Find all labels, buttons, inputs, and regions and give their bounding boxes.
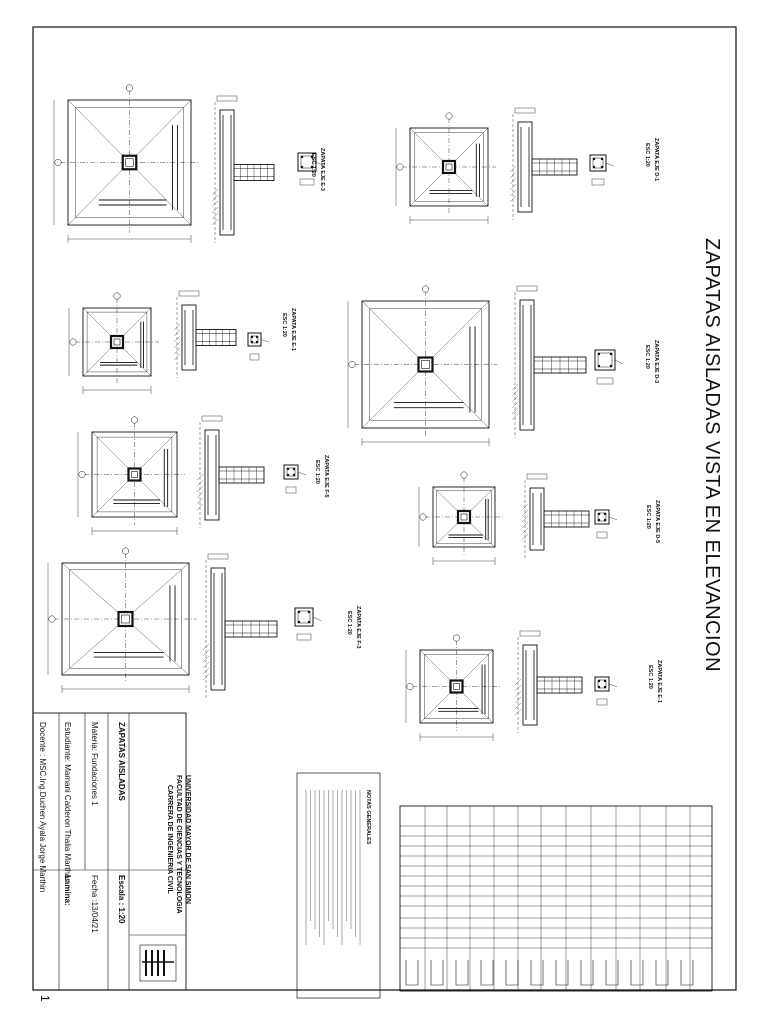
section-f5-hatch-3 bbox=[197, 486, 203, 492]
colsec-f5-outline bbox=[284, 465, 298, 479]
section-d5-hatch-0 bbox=[522, 534, 528, 540]
schedule-bar-shape-1 bbox=[431, 960, 443, 985]
colsec-d1-bar-3 bbox=[601, 166, 603, 168]
colsec-d1-label-box bbox=[592, 179, 604, 185]
section-f3-hatch-1 bbox=[203, 668, 209, 674]
tb-university: UNIVERSIDAD MAYOR DE SAN SIMON bbox=[184, 775, 191, 904]
section-f3-slab bbox=[211, 568, 225, 690]
tb-sheet-name: ZAPATAS AISLADAS bbox=[117, 722, 126, 801]
colsec-d1b-bar-0 bbox=[598, 680, 600, 682]
footing-caption-e1-lower: ZAPATA EJE E-1 bbox=[656, 660, 662, 703]
colsec-d1-leader bbox=[606, 163, 614, 166]
plan-e1-axis-bubble-top bbox=[114, 293, 120, 299]
colsec-f5-bar-2 bbox=[287, 474, 289, 476]
plan-e1-axis-bubble-left bbox=[70, 339, 76, 345]
colsec-f3-label-box bbox=[297, 634, 311, 640]
section-d5-dim-box bbox=[527, 474, 547, 479]
footing-scale-e1-lower: ESC 1:20 bbox=[647, 665, 653, 689]
plan-d1b-column bbox=[451, 681, 463, 693]
section-d1b-hatch-3 bbox=[515, 691, 521, 697]
colsec-d5-leader bbox=[609, 517, 617, 520]
colsec-d5-outline bbox=[595, 510, 609, 524]
colsec-e1-bar-2 bbox=[251, 341, 253, 343]
section-d1b-hatch-4 bbox=[515, 685, 521, 691]
footing-scale-d5: ESC 1:20 bbox=[645, 505, 651, 529]
title-block-frame bbox=[33, 713, 186, 990]
colsec-d5-bar-3 bbox=[604, 519, 606, 521]
footing-scale-f5: ESC 1:20 bbox=[314, 460, 320, 484]
plan-f3-axis-bubble-left bbox=[49, 616, 55, 622]
colsec-d3-leader bbox=[615, 360, 623, 364]
plan-d1b-axis-bubble-top bbox=[453, 635, 459, 641]
plan-e3-axis-bubble-top bbox=[126, 85, 132, 91]
tb-sheet-number: 1 bbox=[38, 995, 52, 1002]
plan-d3-axis-bubble-left bbox=[349, 361, 355, 367]
plan-d3-axis-bubble-top bbox=[422, 286, 428, 292]
colsec-f3-bar-2 bbox=[298, 621, 300, 623]
colsec-d1-bar-0 bbox=[593, 158, 595, 160]
colsec-e3-bar-0 bbox=[301, 156, 303, 158]
section-f5-hatch-4 bbox=[197, 480, 203, 486]
tb-scale: Escala : 1:20 bbox=[117, 875, 126, 924]
section-d1-dim-box bbox=[515, 108, 535, 113]
footing-caption-d5: ZAPATA EJE D-5 bbox=[654, 500, 660, 544]
colsec-d3-bar-0 bbox=[598, 353, 600, 355]
plan-d1-axis-bubble-top bbox=[446, 113, 452, 119]
section-d1-hatch-3 bbox=[510, 178, 516, 184]
plan-f3-column bbox=[119, 612, 133, 626]
plan-f5-column bbox=[129, 469, 141, 481]
section-d5-hatch-1 bbox=[522, 528, 528, 534]
section-f5-slab bbox=[205, 430, 219, 520]
section-f3-hatch-5 bbox=[203, 644, 209, 650]
section-e1-hatch-3 bbox=[174, 336, 180, 342]
schedule-bar-shape-9 bbox=[631, 960, 643, 985]
plan-d3-column bbox=[419, 358, 433, 372]
section-e3-slab bbox=[220, 110, 234, 235]
colsec-d1b-outline bbox=[595, 677, 609, 691]
colsec-d1-outline bbox=[590, 155, 606, 171]
colsec-d5-bar-2 bbox=[598, 519, 600, 521]
section-d3-hatch-3 bbox=[512, 396, 518, 402]
schedule-bar-shape-3 bbox=[481, 960, 493, 985]
sheet-title: ZAPATAS AISLADAS VISTA EN ELEVANCION bbox=[701, 238, 723, 673]
colsec-e1-bar-1 bbox=[256, 336, 258, 338]
section-e3-dim-box bbox=[217, 96, 237, 101]
section-e1-dim-box bbox=[179, 291, 199, 296]
footing-caption-e1: ZAPATA EJE E-1 bbox=[290, 308, 296, 351]
colsec-e3-bar-2 bbox=[301, 166, 303, 168]
section-d1b-dim-box bbox=[520, 631, 540, 636]
plan-d5-column bbox=[458, 511, 470, 523]
section-d5-hatch-5 bbox=[522, 504, 528, 510]
colsec-f3-bar-1 bbox=[308, 611, 310, 613]
colsec-f3-outline bbox=[295, 608, 313, 626]
section-d1b-slab bbox=[523, 645, 537, 725]
tb-student: Estudiante: Mamani Calderon Thalia Marthar bbox=[63, 722, 72, 882]
section-d1-slab bbox=[518, 122, 532, 212]
colsec-e3-label-box bbox=[300, 179, 314, 185]
footing-scale-f3: ESC 1:20 bbox=[346, 611, 352, 635]
plan-d5-axis-bubble-left bbox=[420, 514, 426, 520]
section-e3-hatch-3 bbox=[212, 201, 218, 207]
colsec-e1-leader bbox=[261, 340, 269, 343]
section-e3-hatch-4 bbox=[212, 195, 218, 201]
colsec-f5-bar-1 bbox=[293, 468, 295, 470]
plan-f3-axis-bubble-top bbox=[122, 548, 128, 554]
tb-subject: Materia: Fundaciones 1 bbox=[90, 722, 99, 806]
footing-caption-d3: ZAPATA EJE D-3 bbox=[653, 340, 659, 384]
section-e1-hatch-4 bbox=[174, 330, 180, 336]
colsec-d5-label-box bbox=[597, 532, 607, 538]
schedule-bar-shape-11 bbox=[681, 960, 693, 985]
colsec-d3-label-box bbox=[597, 378, 613, 384]
colsec-f3-bar-0 bbox=[298, 611, 300, 613]
colsec-e1-outline bbox=[248, 333, 261, 346]
plan-d1b-axis-bubble-left bbox=[407, 683, 413, 689]
colsec-d3-stirrup bbox=[598, 353, 612, 367]
plan-d5-axis-bubble-top bbox=[461, 472, 467, 478]
colsec-d3-bar-2 bbox=[598, 365, 600, 367]
colsec-e1-bar-3 bbox=[256, 341, 258, 343]
colsec-f5-bar-3 bbox=[293, 474, 295, 476]
section-f5-dim-box bbox=[202, 416, 222, 421]
footing-caption-e3: ZAPATA EJE E-3 bbox=[319, 148, 325, 191]
section-f3-hatch-0 bbox=[203, 674, 209, 680]
plan-d1-column bbox=[443, 161, 455, 173]
colsec-f5-label-box bbox=[286, 487, 296, 493]
colsec-e1-label-box bbox=[250, 354, 259, 360]
plan-e1-column bbox=[111, 336, 123, 348]
colsec-f5-leader bbox=[298, 472, 306, 475]
colsec-d1-bar-1 bbox=[601, 158, 603, 160]
section-f3-dim-box bbox=[208, 554, 228, 559]
schedule-bar-shape-4 bbox=[506, 960, 518, 985]
section-d3-hatch-4 bbox=[512, 390, 518, 396]
colsec-f3-bar-3 bbox=[308, 621, 310, 623]
notes-heading: NOTAS GENERALES bbox=[365, 790, 371, 845]
colsec-d1b-bar-3 bbox=[604, 686, 606, 688]
tb-faculty: FACULTAD DE CIENCIAS Y TECNOLOGIA bbox=[175, 775, 182, 914]
colsec-e1-bar-0 bbox=[251, 336, 253, 338]
footing-caption-f5: ZAPATA EJE F-5 bbox=[323, 455, 329, 498]
plan-f5-axis-bubble-top bbox=[131, 417, 137, 423]
colsec-d5-bar-1 bbox=[604, 513, 606, 515]
footing-scale-d3: ESC 1:20 bbox=[644, 345, 650, 369]
footing-caption-d1: ZAPATA EJE D-1 bbox=[653, 138, 659, 182]
schedule-bar-shape-0 bbox=[406, 960, 418, 985]
section-d3-dim-box bbox=[517, 286, 537, 291]
colsec-d1-bar-2 bbox=[593, 166, 595, 168]
tb-career: CARRERA DE INGENIERIA CIVIL bbox=[166, 785, 173, 894]
footing-scale-d1: ESC 1:20 bbox=[644, 143, 650, 167]
section-d1-hatch-4 bbox=[510, 172, 516, 178]
footing-scale-e1: ESC 1:20 bbox=[281, 313, 287, 337]
plan-d1-axis-bubble-left bbox=[397, 164, 403, 170]
colsec-d1b-bar-1 bbox=[604, 680, 606, 682]
footing-scale-e3: ESC 1:20 bbox=[310, 153, 316, 177]
colsec-f5-bar-0 bbox=[287, 468, 289, 470]
tb-date: Fecha :13/04/21 bbox=[90, 875, 99, 933]
section-e1-slab bbox=[182, 305, 196, 370]
colsec-d3-bar-3 bbox=[610, 365, 612, 367]
colsec-d3-bar-1 bbox=[610, 353, 612, 355]
footing-caption-f3: ZAPATA EJE F-3 bbox=[355, 606, 361, 649]
colsec-f3-leader bbox=[313, 617, 321, 621]
colsec-d1b-leader bbox=[609, 684, 617, 687]
colsec-d1b-bar-2 bbox=[598, 686, 600, 688]
tb-sheet-label: Lamina: bbox=[63, 875, 72, 906]
plan-f5-axis-bubble-left bbox=[79, 471, 85, 477]
plan-e3-axis-bubble-left bbox=[55, 159, 61, 165]
section-d5-slab bbox=[530, 488, 544, 550]
schedule-bar-shape-2 bbox=[456, 960, 468, 985]
plan-e3-column bbox=[123, 156, 137, 170]
colsec-d5-bar-0 bbox=[598, 513, 600, 515]
section-d3-slab bbox=[520, 300, 534, 430]
colsec-d1b-label-box bbox=[597, 699, 607, 705]
tb-teacher: Docente : MSC.Ing.Duchen Ayala Jorge Marthin bbox=[38, 722, 47, 893]
